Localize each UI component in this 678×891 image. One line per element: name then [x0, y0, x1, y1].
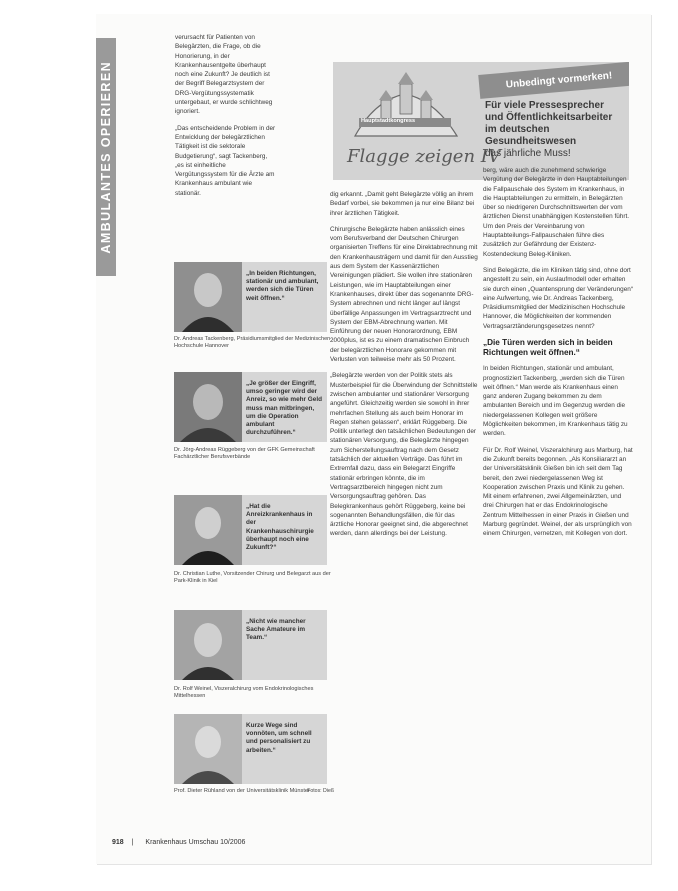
profile-caption-text: Prof. Dieter Rühland von der Universitätsklinik Münster: [174, 788, 310, 794]
ad-title: Flagge zeigen IV: [347, 146, 501, 167]
text-column-1: [175, 33, 277, 205]
profile-box-rueggeberg: [174, 372, 327, 442]
profile-caption: Dr. Rolf Weinel, Viszeralchirurg vom Endokrinologisches Mittelhessen: [174, 686, 314, 699]
profile-caption: [174, 788, 332, 795]
paragraph: dig erkannt. „Damit geht Belegärzte völlig an ihrem Bedarf vorbei, sie bekommen ja nur eine Bilanz bei ihrer ärztlichen Tätigkeit.: [330, 191, 475, 217]
portrait-photo: [174, 714, 242, 784]
castle-illustration: [345, 70, 465, 150]
profile-quote: Kurze Wege sind vonnöten, um schnell und personalisiert zu arbeiten.“: [246, 722, 312, 754]
portrait-photo: [174, 495, 242, 565]
section-label: AMBULANTES OPERIEREN: [99, 60, 113, 254]
paragraph: In beiden Richtungen, stationär und ambulant, prognostiziert Tackenberg, „werden sich die Türen weit öffnen.“ Man werde als Krankenhaus einen ganz anderen Zugang bekommen zu dem ambulanten Bereich und im Gegenzug werden die niedergelassenen Kollegen weit größere Möglichkeiten bekommen, im Krankenhaus tätig zu werden.: [483, 365, 628, 438]
section-band: [96, 38, 116, 276]
profile-quote: „In beiden Richtungen, stationär und ambulant, werden sich die Türen weit öffnen.“: [246, 270, 319, 302]
photo-credit: Fotos: Dieß: [307, 788, 334, 794]
subheading: „Die Türen werden sich in beiden Richtungen weit öffnen.“: [483, 338, 613, 357]
profile-box-ruehland: [174, 714, 327, 784]
paragraph: Für Dr. Rolf Weinel, Viszeralchirurg aus Marburg, hat die Zukunft bereits begonnen. „Als Konsiliararzt an der Universitätsklinik Gießen bin ich seit dem Tag bereit, den zwei niedergelassenen Weg ist Kooperation zwischen Praxis und Klinik zu gehen. Mit einem erfahrenen, zwei Allgemeinärzten, und drei Chirurgen hat er das Endokrinologische Zentrum Mittelhessen in einer Praxis in Gießen und Marburg gegründet. Weinel, der als ursprünglich von einem Chirurgen, vernetzen, mit Kollegen von dort.: [483, 446, 633, 538]
portrait-photo: [174, 610, 242, 680]
profile-box-luthe: [174, 495, 327, 565]
advertisement: [333, 62, 629, 180]
page-footer: [112, 839, 245, 846]
profile-box-weinel: [174, 610, 327, 680]
portrait-photo: [174, 262, 242, 332]
text-column-2: [330, 190, 478, 826]
profile-box-tackenberg: [174, 262, 327, 332]
paragraph: „Das entscheidende Problem in der Entwicklung der belegärztlichen Tätigkeit ist die sektorale Budgetierung“, sagt Tackenberg, „es ist einheitliche Vergütungssystem für die Ärzte am Krankenhaus ambulant wie stationär.: [175, 124, 276, 197]
profile-caption: Dr. Andreas Tackenberg, Präsidiumsmitglied der Medizinischen Hochschule Hannover: [174, 336, 331, 349]
footer-separator: |: [131, 839, 134, 846]
ad-headline-text: Für viele Pressesprecher und Öffentlichkeitsarbeiter im deutschen Gesundheitswesen: [485, 100, 613, 147]
ad-headline: [485, 100, 625, 160]
profile-caption: Dr. Christian Luthe, Vorsitzender Chirurg und Belegarzt aus der Park-Klinik in Kiel: [174, 571, 331, 584]
page-number: 918: [112, 839, 124, 846]
publication-name: Krankenhaus Umschau 10/2006: [145, 839, 246, 846]
profile-caption: Dr. Jörg-Andreas Rüggeberg von der GFK Gemeinschaft Fachärztlicher Berufsverbände: [174, 447, 315, 460]
ad-subline: das jährliche Muss!: [485, 148, 571, 159]
profile-quote: „Je größer der Eingriff, umso geringer wird der Anreiz, so wie mehr Geld muss man mitbringen, um die Operation ambulant durchzuführen.“: [246, 380, 322, 437]
ad-banner: [478, 62, 629, 99]
text-column-3: [483, 166, 633, 828]
paragraph: Chirurgische Belegärzte haben anlässlich eines vom Berufsverband der Deutschen Chirurgen organisierten Treffens für eine Direktabrechnung mit den Krankenhausträgern und damit für den Ausstieg aus dem System der Kassenärztlichen Vereinigungen plädiert. Sie wollen ihre stationären Leistungen, wie im Hauptabteilungen einer Krankenhauses, direkt über das sogenannte DRG-System abrechnen und nicht länger auf längst überfällige Anpassungen im Vertragsarztrecht und System der EBM-Abrechnung warten. Mit Einführung der neuen Honorarordnung, EBM 2000plus, ist es zu einem dramatischen Einbruch der belegärztlichen Honorare gekommen mit Verlusten von teilweise mehr als 50 Prozent.: [330, 225, 478, 364]
profile-quote: „Nicht wie mancher Sache Amateure im Team.“: [246, 618, 306, 642]
paragraph: berg, wäre auch die zunehmend schwierige Vergütung der Belegärzte in den Hauptabteilungen die Fallpauschale des System im Krankenhaus, in die Hauptabteilungen zu ermitteln, in Belegärzten über so niedrigeren Durchschnittswerten der vom ärztlichen Dienst unabhängigen Kostenstellen führt. Um den Preis der Vereinbarung von Hauptabteilungs-Fallpauschalen führe dies zusätzlich zur Gefährdung der Existenz-Kostendeckung Beleg-Kliniken.: [483, 167, 630, 258]
event-label: Hauptstadtkongress: [361, 118, 416, 124]
ad-banner-text: Unbedingt vormerken!: [505, 69, 613, 91]
paragraph: „Belegärzte werden von der Politik stets als Musterbeispiel für die Überwindung der Schnittstelle zwischen ambulanter und stationärer Versorgung angeführt. Gleichzeitig werden sie sowohl in ihrer mehrfachen Stellung als auch beim Honorar im Regen stehen gelassen“, erklärt Rüggeberg. Die Politik unterlegt den tatsächlichen Bedeutungen der stationären Versorgung, die Belegärzte hingegen zum Sicherstellungsauftrag nach dem Gesetz tatsächlich der aktuellen Verträge. Das führt im Extremfall dazu, dass ein Belegarzt Eingriffe stationär erbringen könnte, die im Vertragsarztbereich hingegen nicht zum Versorgungsauftrag gehören. Das Belegkrankenhaus gehört Rüggeberg, keine bei sogenannten Behandlungsfällen, die für das ärztliche Honorar geeignet sind, die abgerechnet werden, dann allerdings bei der Leistung.: [330, 372, 478, 538]
paragraph: verursacht für Patienten von Belegärzten, die Frage, ob die Honorierung, in der Krankenhausentgelte überhaupt noch eine Zukunft? Je deutlich ist der Begriff Belegarztsystem der DRG-Vergütungssystematik untergebaut, er wurde schlichtweg ignoriert.: [175, 34, 273, 116]
portrait-photo: [174, 372, 242, 442]
profile-quote: „Hat die Anreizkrankenhaus in der Krankenhauschirurgie überhaupt noch eine Zukunft?“: [246, 503, 314, 552]
paragraph: Sind Belegärzte, die im Kliniken tätig sind, ohne dort angestellt zu sein, ein Auslaufmodell oder erhalten sie durch einen „Quantensprung der Veränderungen“ eine Aufwertung, wie Dr. Andreas Tackenberg, Präsidiumsmitglied der Medizinischen Hochschule Hannover, die Möglichkeiten der kommenden Vertragsarztänderungsgesetzes nennt?: [483, 266, 633, 330]
